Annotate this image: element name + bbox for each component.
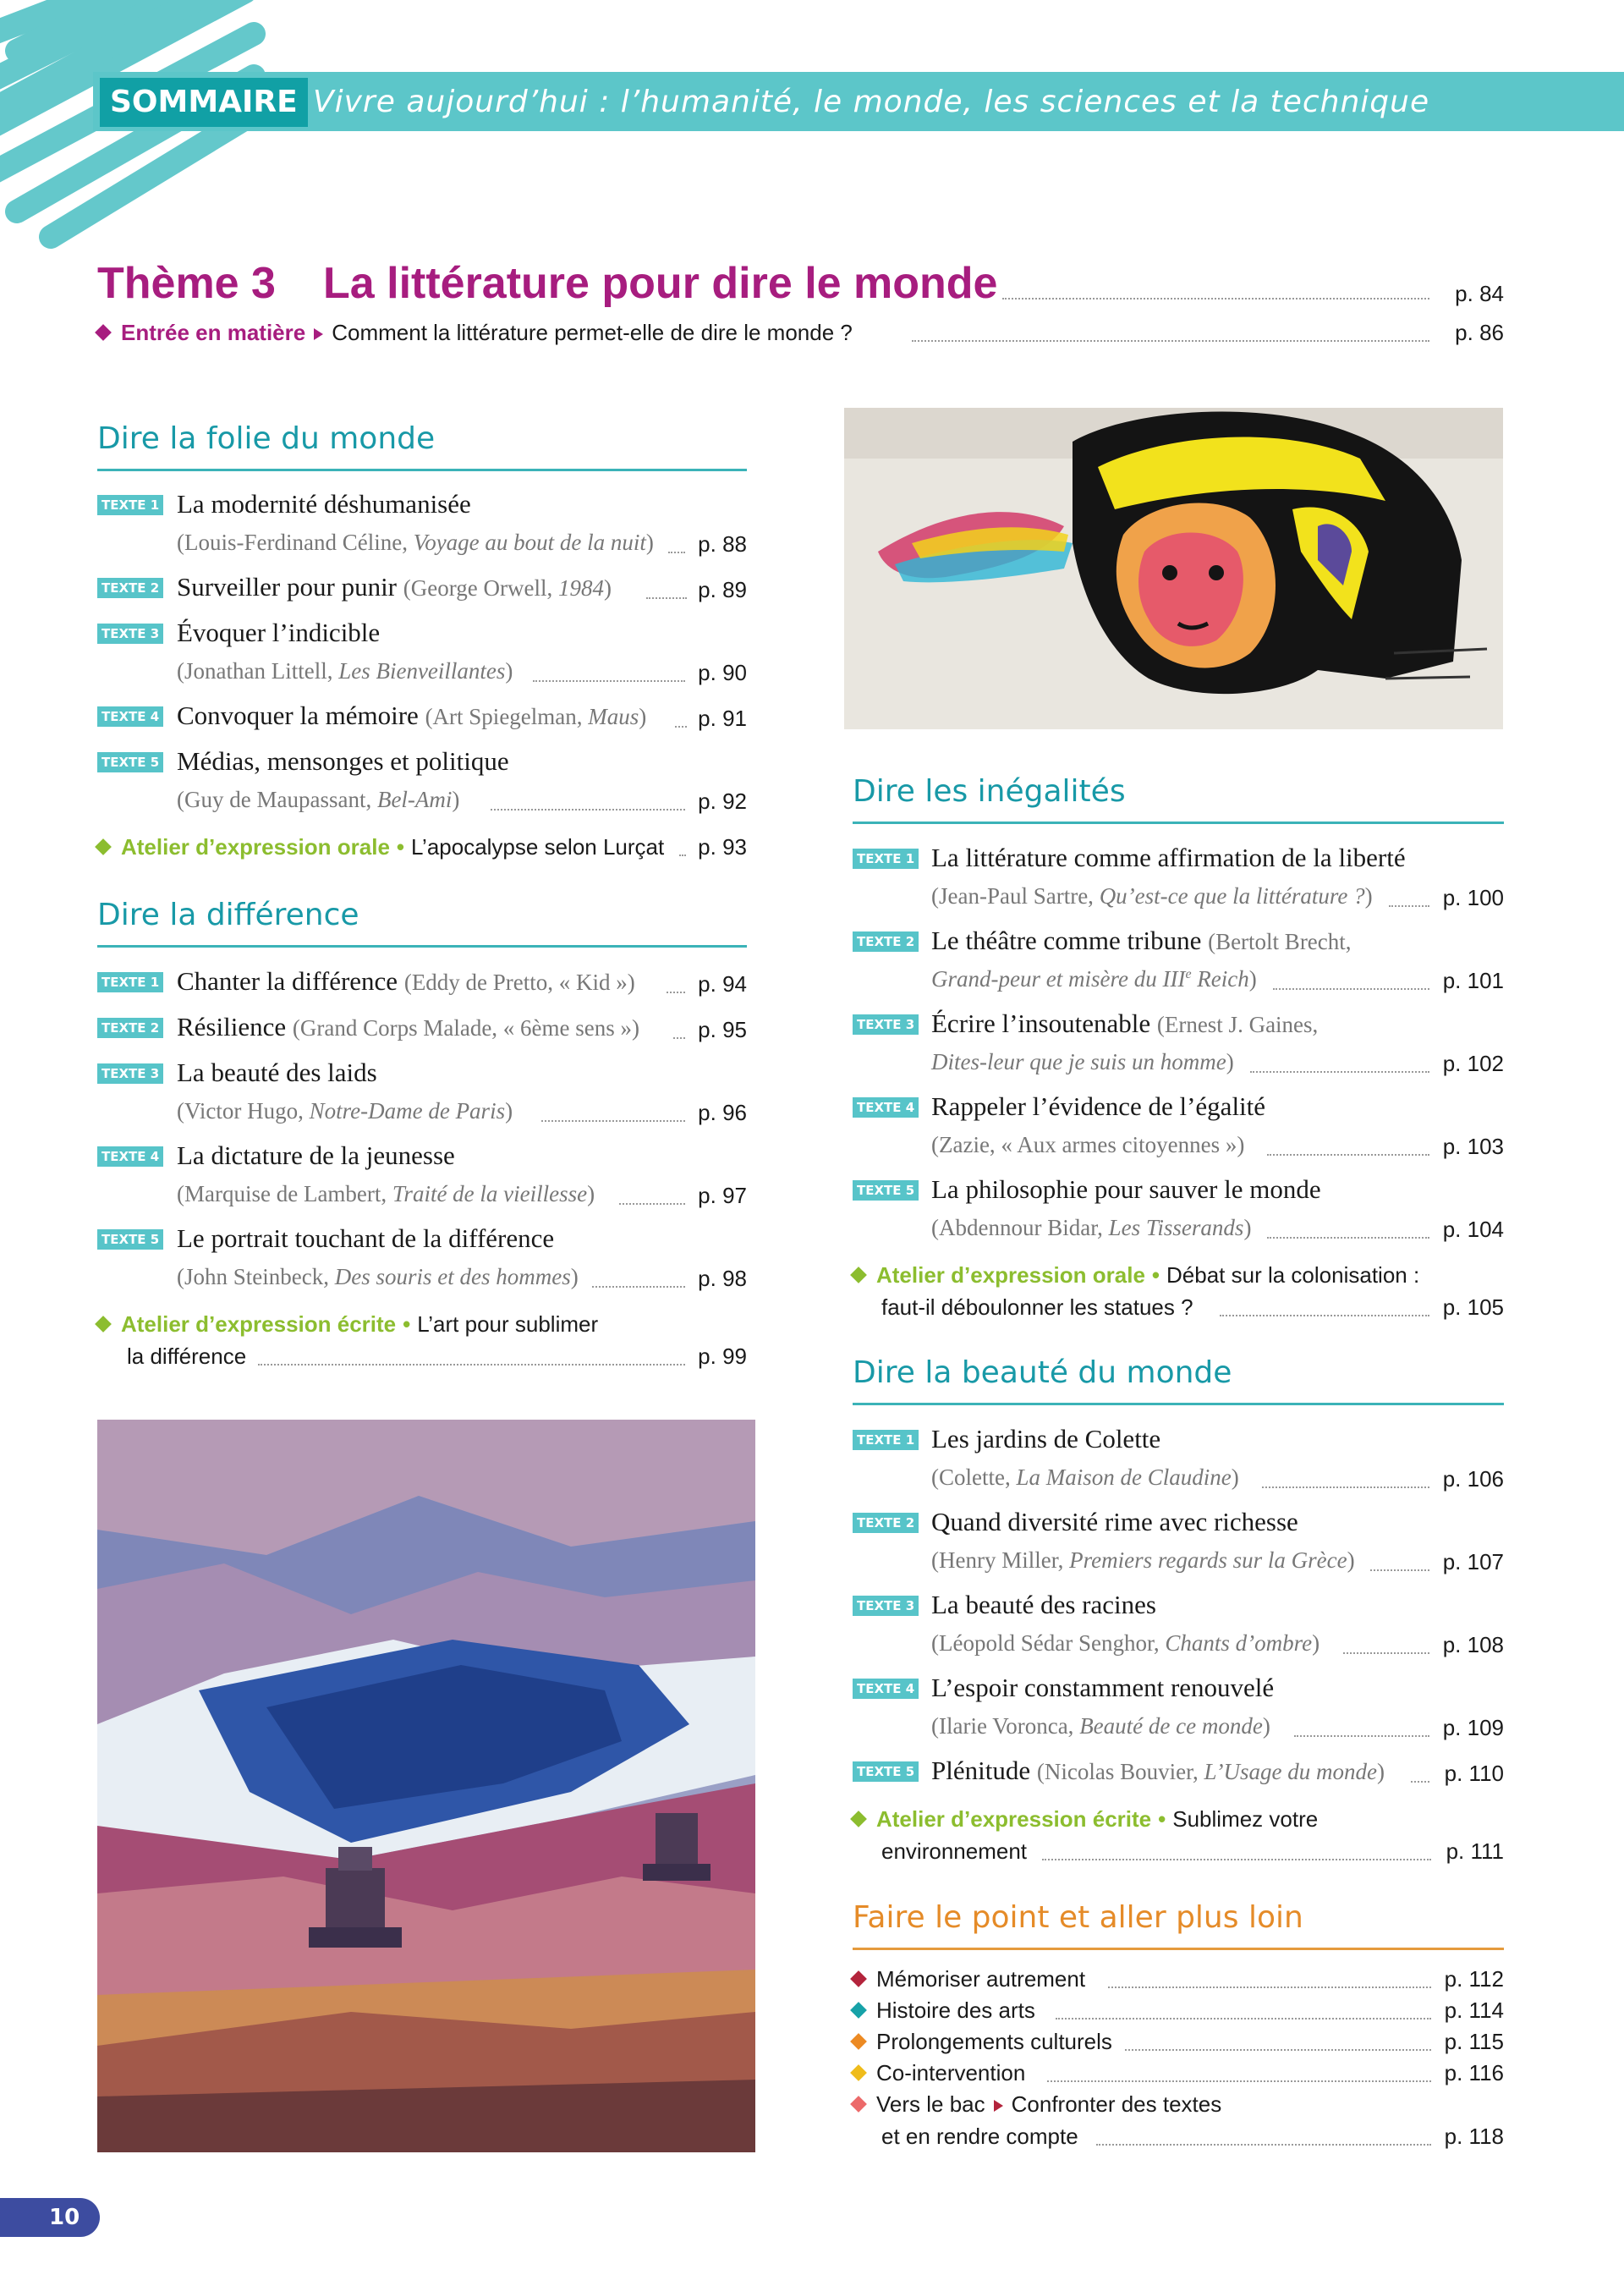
badge-texte: TEXTE 3 [97,1063,163,1084]
entry-author: (Henry Miller, Premiers regards sur la Grèce) [931,1547,1355,1573]
badge-texte: TEXTE 4 [853,1097,919,1118]
theme-number: Thème 3 [97,259,276,308]
entry-author: (Guy de Maupassant, Bel-Ami) [177,787,460,812]
entree-page: p. 86 [1455,320,1504,345]
atelier-text2: environnement [881,1838,1027,1864]
atelier-difference: Atelier d’expression écrite • L’art pour sublimer [97,1311,598,1338]
badge-texte: TEXTE 1 [853,1430,919,1450]
badge-texte: TEXTE 4 [97,706,163,727]
diamond-icon [850,2064,867,2081]
atelier-inegalites: Atelier d’expression orale • Débat sur la colonisation : [853,1262,1419,1289]
badge-texte: TEXTE 5 [853,1761,919,1782]
entry-author: (Marquise de Lambert, Traité de la vieillesse) [177,1181,595,1206]
entry-title: Les jardins de Colette [931,1424,1161,1453]
arrow-icon [314,328,323,340]
faire-point-item: Co-intervention [853,2060,1025,2086]
entry-page: p. 100 [1442,885,1504,910]
entry-page: p. 110 [1444,1761,1504,1786]
badge-texte: TEXTE 5 [97,752,163,772]
entry-page: p. 107 [1442,1549,1504,1574]
badge-texte: TEXTE 3 [853,1014,919,1035]
entry-title: La modernité déshumanisée [177,489,471,519]
atelier-beaute: Atelier d’expression écrite • Sublimez votre [853,1806,1318,1833]
entry-page: p. 109 [1442,1715,1504,1740]
badge-texte: TEXTE 2 [853,1513,919,1533]
header-tag: SOMMAIRE [100,78,308,127]
entry-author: (Léopold Sédar Senghor, Chants d’ombre) [931,1630,1320,1656]
entry-page: p. 88 [698,531,747,557]
section-title-beaute: Dire la beauté du monde [853,1355,1232,1390]
entry-title: Médias, mensonges et politique [177,746,509,776]
entry-title: Chanter la différence (Eddy de Pretto, « Kid ») [177,966,635,996]
section-title-faire-point: Faire le point et aller plus loin [853,1900,1303,1935]
entry-title: Quand diversité rime avec richesse [931,1507,1298,1536]
badge-texte: TEXTE 1 [853,849,919,869]
atelier-folie: Atelier d’expression orale • L’apocalypse selon Lurçat [97,834,664,860]
diamond-icon [850,2096,867,2113]
faire-point-item: Prolongements culturels [853,2029,1112,2055]
badge-texte: TEXTE 2 [853,931,919,952]
section-title-inegalites: Dire les inégalités [853,774,1126,809]
diamond-icon [850,1970,867,1987]
graffiti-photo [844,408,1503,729]
entry-page: p. 90 [698,660,747,685]
arrow-icon [994,2100,1003,2112]
faire-point-page: p. 118 [1444,2124,1504,2149]
section-title-difference: Dire la différence [97,898,359,932]
entree-en-matiere [97,320,853,346]
diamond-icon [850,1267,867,1283]
entry-page: p. 95 [698,1017,747,1042]
entry-title: Résilience (Grand Corps Malade, « 6ème sens ») [177,1012,640,1041]
faire-point-item: Histoire des arts [853,1997,1035,2024]
entry-title: La philosophie pour sauver le monde [931,1174,1321,1204]
badge-texte: TEXTE 3 [853,1596,919,1616]
faire-point-text2: et en rendre compte [881,2124,1078,2149]
diamond-icon [95,324,112,341]
entry-author: (Ilarie Voronca, Beauté de ce monde) [931,1713,1270,1739]
entry-author: (Jean-Paul Sartre, Qu’est-ce que la littérature ?) [931,883,1373,909]
entry-title: La dictature de la jeunesse [177,1140,455,1170]
entry-title: Plénitude (Nicolas Bouvier, L’Usage du monde) [931,1756,1385,1785]
entry-author: (Abdennour Bidar, Les Tisserands) [931,1215,1252,1240]
entry-title: La beauté des laids [177,1058,377,1087]
entry-author: (Zazie, « Aux armes citoyennes ») [931,1132,1245,1157]
entry-page: p. 106 [1442,1466,1504,1492]
page-number: 10 [0,2198,100,2237]
mountain-painting [97,1420,755,2152]
faire-point-page: p. 114 [1444,1997,1504,2023]
entry-author: (Louis-Ferdinand Céline, Voyage au bout de la nuit) [177,530,654,555]
entry-title: Le portrait touchant de la différence [177,1223,555,1253]
badge-texte: TEXTE 2 [97,1018,163,1038]
entry-author: Grand-peur et misère du IIIe Reich) [931,966,1257,992]
entry-author: (Colette, La Maison de Claudine) [931,1464,1239,1490]
entry-page: p. 104 [1442,1217,1504,1242]
badge-texte: TEXTE 3 [97,624,163,644]
entry-title: La littérature comme affirmation de la liberté [931,843,1406,872]
entry-author: (Victor Hugo, Notre-Dame de Paris) [177,1098,513,1124]
entry-page: p. 91 [698,706,747,731]
badge-texte: TEXTE 1 [97,495,163,515]
badge-texte: TEXTE 4 [97,1146,163,1167]
faire-point-page: p. 116 [1444,2060,1504,2085]
entry-page: p. 108 [1442,1632,1504,1657]
faire-point-page: p. 112 [1444,1966,1504,1992]
theme-name: La littérature pour dire le monde [322,259,998,308]
entree-text: Comment la littérature permet-elle de dire le monde ? [332,320,853,345]
entry-title: La beauté des racines [931,1590,1156,1619]
entry-page: p. 98 [698,1266,747,1291]
entry-title: Surveiller pour punir (George Orwell, 1984) [177,572,612,602]
entry-title: Convoquer la mémoire (Art Spiegelman, Maus) [177,701,647,730]
section-title-folie: Dire la folie du monde [97,421,436,456]
entry-title: Évoquer l’indicible [177,618,381,647]
diamond-icon [850,2002,867,2019]
entry-page: p. 102 [1442,1051,1504,1076]
entry-page: p. 94 [698,971,747,997]
header-title: Vivre aujourd’hui : l’humanité, le monde, les sciences et la technique [313,85,1430,119]
entry-title: Écrire l’insoutenable (Ernest J. Gaines, [931,1008,1319,1038]
badge-texte: TEXTE 5 [97,1229,163,1250]
theme-title [97,258,997,309]
entry-page: p. 96 [698,1100,747,1125]
entry-title: Rappeler l’évidence de l’égalité [931,1091,1266,1121]
atelier-text2: la différence [127,1344,247,1369]
entry-page: p. 89 [698,577,747,602]
atelier-page: p. 111 [1446,1838,1504,1864]
diamond-icon [850,1811,867,1827]
entry-author: (John Steinbeck, Des souris et des hommes) [177,1264,579,1289]
entry-page: p. 92 [698,789,747,814]
faire-point-item: Mémoriser autrement [853,1966,1085,1992]
entry-title: Le théâtre comme tribune (Bertolt Brecht, [931,926,1352,955]
atelier-text2: faut-il déboulonner les statues ? [881,1294,1193,1320]
diamond-icon [95,1316,112,1333]
diamond-icon [95,838,112,855]
entry-author: (Jonathan Littell, Les Bienveillantes) [177,658,513,684]
entree-label: Entrée en matière [121,320,306,345]
faire-point-item: Vers le bac Confronter des textes [853,2091,1221,2118]
badge-texte: TEXTE 5 [853,1180,919,1201]
atelier-page: p. 99 [698,1344,747,1369]
atelier-page: p. 93 [698,834,747,860]
faire-point-page: p. 115 [1444,2029,1504,2054]
badge-texte: TEXTE 1 [97,972,163,992]
entry-page: p. 97 [698,1183,747,1208]
badge-texte: TEXTE 2 [97,578,163,598]
entry-page: p. 101 [1442,968,1504,993]
entry-title: L’espoir constamment renouvelé [931,1673,1275,1702]
badge-texte: TEXTE 4 [853,1679,919,1699]
diamond-icon [850,2033,867,2050]
entry-page: p. 103 [1442,1134,1504,1159]
theme-page: p. 84 [1455,281,1504,306]
entry-author: Dites-leur que je suis un homme) [931,1049,1234,1074]
atelier-page: p. 105 [1442,1294,1504,1320]
